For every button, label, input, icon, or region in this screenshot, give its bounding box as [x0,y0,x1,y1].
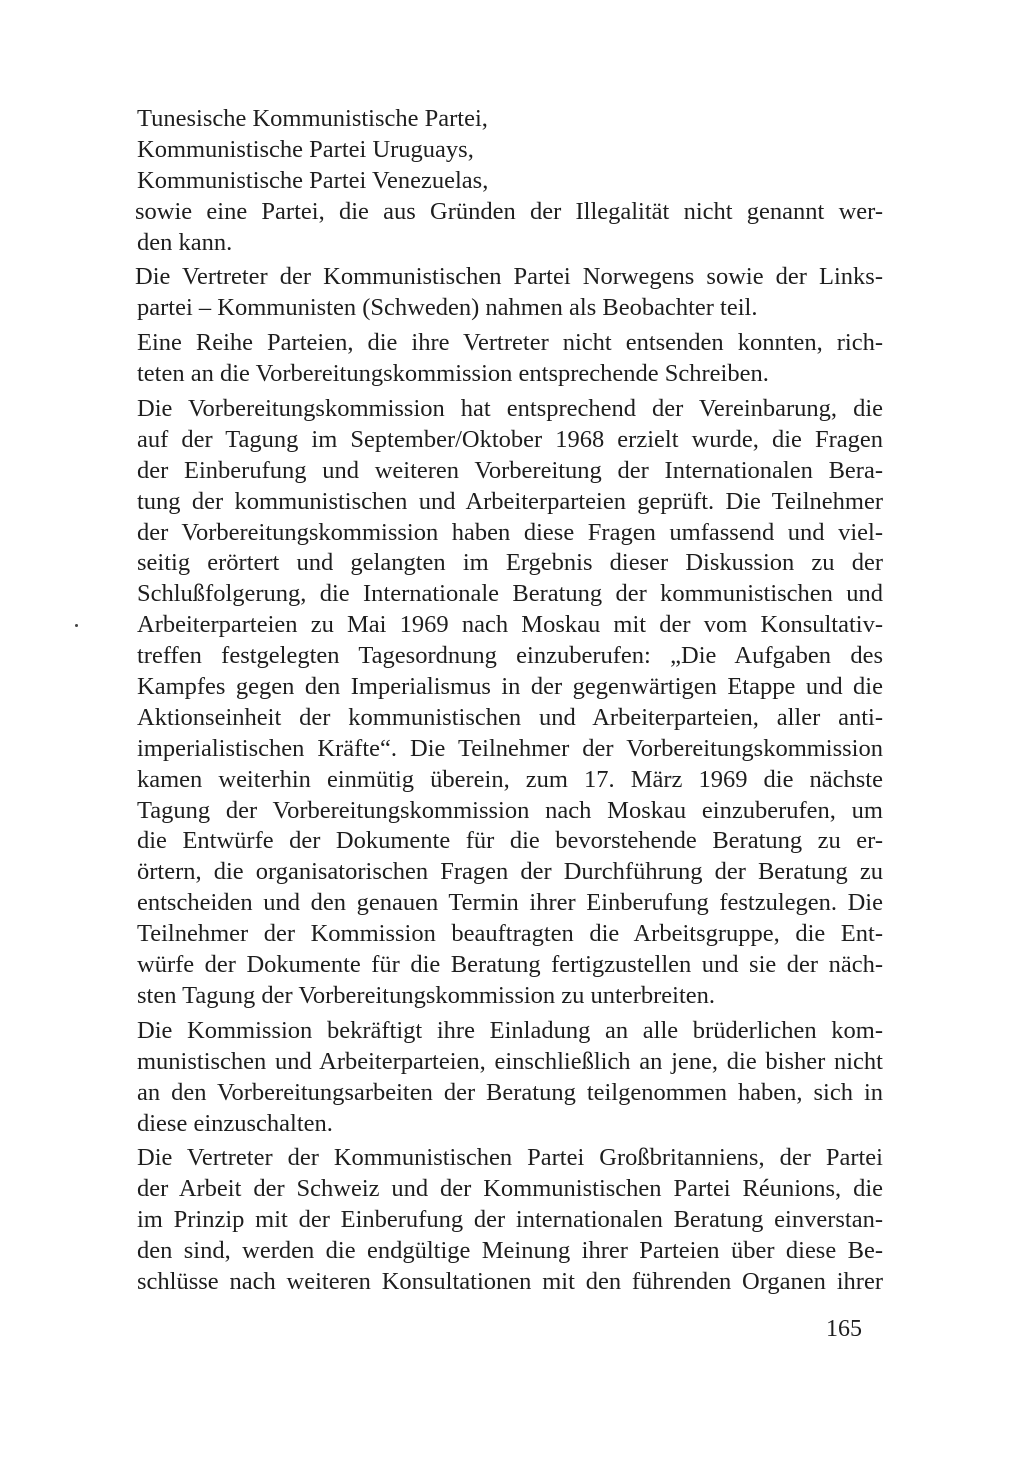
text-line: die Entwürfe der Dokumente für die bevorstehende Beratung zu er- [137,827,883,855]
text-line: Aktionseinheit der kommunistischen und Arbeiterparteien, aller anti- [137,703,883,731]
text-line: der Vorbereitungskommission haben diese Fragen umfassend und viel- [137,518,883,546]
text-line: würfe der Dokumente für die Beratung fertigzustellen und sie der näch- [137,951,883,979]
text-line: auf der Tagung im September/Oktober 1968 erzielt wurde, die Fragen [137,425,883,453]
text-line: Die Vertreter der Kommunistischen Partei Norwegens sowie der Links- [135,263,883,291]
text-line: seitig erörtert und gelangten im Ergebnis dieser Diskussion zu der [137,549,883,577]
text-line: Tunesische Kommunistische Partei, [137,105,488,132]
body-text [137,104,883,1298]
text-line: Teilnehmer der Kommission beauftragten die Arbeitsgruppe, die Ent- [137,920,883,948]
text-line: Die Vorbereitungskommission hat entsprechend der Vereinbarung, die [137,395,883,423]
text-line: den sind, werden die endgültige Meinung ihrer Parteien über diese Be- [137,1237,883,1265]
text-line: Kampfes gegen den Imperialismus in der gegenwärtigen Etappe und die [137,673,883,701]
text-line: tung der kommunistischen und Arbeiterparteien geprüft. Die Teilnehmer [137,487,883,515]
text-line: partei – Kommunisten (Schweden) nahmen als Beobachter teil. [137,294,758,322]
text-line: der Arbeit der Schweiz und der Kommunistischen Partei Réunions, die [137,1175,883,1203]
text-line: Tagung der Vorbereitungskommission nach Moskau einzuberufen, um [137,796,883,824]
text-line: Eine Reihe Parteien, die ihre Vertreter nicht entsenden konnten, rich- [137,329,883,357]
text-line: imperialistischen Kräfte“. Die Teilnehmer der Vorbereitungskommission [137,734,883,762]
text-line: Kommunistische Partei Venezuelas, [137,166,489,194]
text-line: munistischen und Arbeiterparteien, einschließlich an jene, die bisher nicht [137,1047,883,1075]
text-line: kamen weiterhin einmütig überein, zum 17. März 1969 die nächste [137,765,883,793]
text-line: im Prinzip mit der Einberufung der internationalen Beratung einverstan- [137,1206,883,1234]
margin-mark [75,624,78,627]
text-line: diese einzuschalten. [137,1109,333,1137]
text-line: schlüsse nach weiteren Konsultationen mit den führenden Organen ihrer [137,1267,883,1295]
text-line: örtern, die organisatorischen Fragen der Durchführung der Beratung zu [137,858,883,886]
text-line: Schlußfolgerung, die Internationale Beratung der kommunistischen und [137,580,883,608]
text-line: sten Tagung der Vorbereitungskommission zu unterbreiten. [137,981,716,1009]
text-line: den kann. [137,228,233,256]
text-line: der Einberufung und weiteren Vorbereitung der Internationalen Bera- [137,456,883,484]
text-line: an den Vorbereitungsarbeiten der Beratung teilgenommen haben, sich in [137,1078,883,1106]
page-number: 165 [826,1316,862,1342]
text-line: Die Vertreter der Kommunistischen Partei Großbritanniens, der Partei [137,1144,883,1172]
text-line: teten an die Vorbereitungskommission entsprechende Schreiben. [137,360,769,388]
text-line: sowie eine Partei, die aus Gründen der Illegalität nicht genannt wer- [135,197,883,225]
text-line: Die Kommission bekräftigt ihre Einladung an alle brüderlichen kom- [137,1016,883,1044]
text-line: Arbeiterparteien zu Mai 1969 nach Moskau mit der vom Konsultativ- [137,611,883,639]
text-line: entscheiden und den genauen Termin ihrer Einberufung festzulegen. Die [137,889,883,917]
text-line: treffen festgelegten Tagesordnung einzuberufen: „Die Aufgaben des [137,642,883,670]
text-line: Kommunistische Partei Uruguays, [137,135,474,163]
